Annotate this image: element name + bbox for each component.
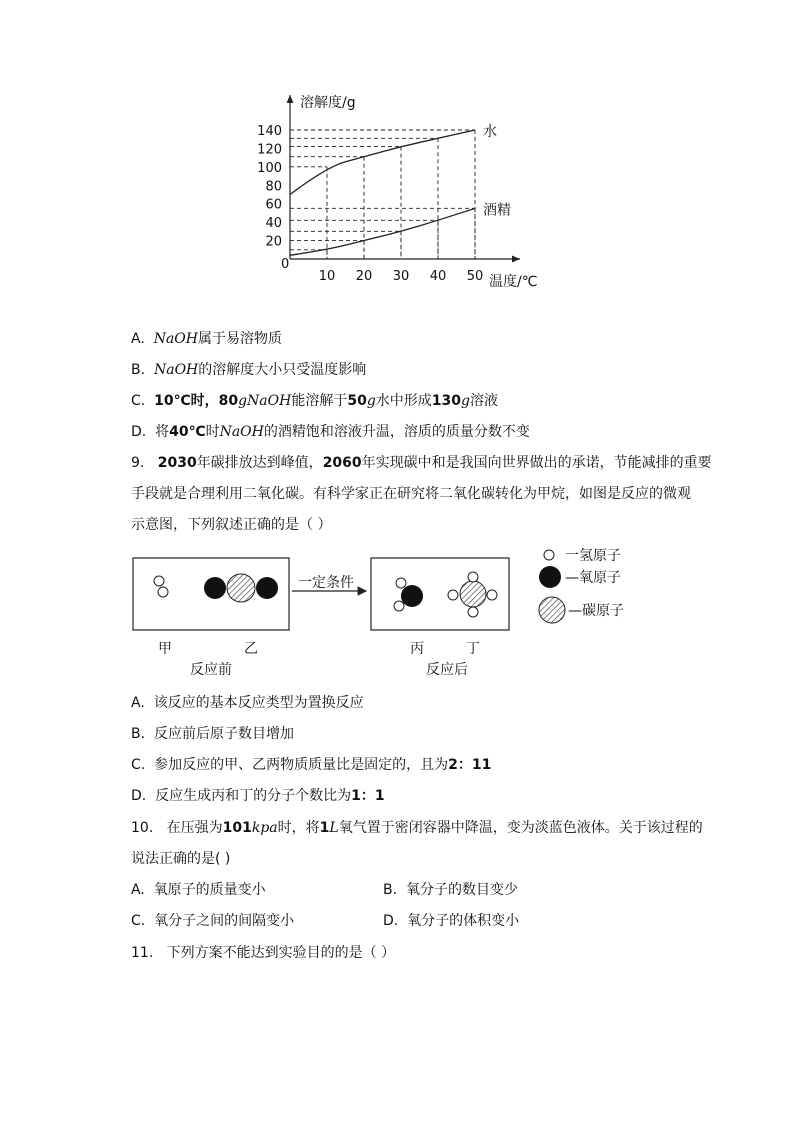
q10-option-d[interactable]: D. 氧分子的体积变小 [383, 913, 520, 929]
q8-option-d[interactable]: D. 将40℃时NaOH的酒精饱和溶液升温，溶质的质量分数不变 [131, 424, 530, 440]
hydrogen-molecule [154, 576, 168, 597]
label-yi: 乙 [244, 641, 258, 657]
label-jia: 甲 [158, 641, 172, 657]
label-bing: 丙 [410, 641, 424, 657]
legend-oxygen: —氧原子 [565, 570, 621, 586]
y-tick-label: 140 [257, 124, 282, 139]
legend-carbon: —碳原子 [568, 603, 624, 619]
x-tick-label: 30 [392, 269, 410, 284]
y-tick-label: 20 [265, 234, 282, 250]
legend-hydrogen: 一氢原子 [565, 548, 621, 564]
water-molecule [394, 578, 423, 611]
q9-option-a[interactable]: A. 该反应的基本反应类型为置换反应 [131, 695, 364, 711]
x-axis-label: 温度/℃ [489, 274, 538, 290]
q9-stem-line2: 手段就是合理利用二氧化碳。有科学家正在研究将二氧化碳转化为甲烷，如图是反应的微观 [131, 486, 691, 502]
q11-stem: 11. 下列方案不能达到实验目的的是（ ） [131, 945, 396, 961]
y-tick-label: 100 [257, 160, 282, 176]
x-tick-label: 10 [318, 269, 336, 284]
series-label: 水 [483, 124, 497, 140]
reaction-diagram [0, 540, 794, 685]
x-tick-label: 40 [429, 269, 447, 284]
q10-option-c[interactable]: C. 氧分子之间的间隔变小 [131, 913, 295, 929]
q10-stem-line2: 说法正确的是( ) [131, 851, 231, 867]
q8-option-c[interactable]: C. 10℃时，80gNaOH能溶解于50g水中形成130g溶液 [131, 393, 498, 409]
co2-molecule [204, 574, 278, 602]
series-line-alcohol [290, 208, 475, 255]
label-ding: 丁 [466, 641, 480, 657]
chart-series [290, 123, 511, 255]
solubility-chart [0, 0, 794, 300]
series-label: 酒精 [483, 202, 511, 219]
q9-stem-line1: 9. 2030年碳排放达到峰值，2060年实现碳中和是我国向世界做出的承诺，节能减排的重要 [131, 455, 712, 471]
y-axis-arrow [287, 95, 294, 103]
q9-option-d[interactable]: D. 反应生成丙和丁的分子个数比为1：1 [131, 788, 385, 804]
q10-option-b[interactable]: B. 氧分子的数目变少 [383, 882, 518, 898]
series-line-water [290, 130, 475, 195]
y-tick-label: 40 [265, 216, 282, 232]
q9-option-c[interactable]: C. 参加反应的甲、乙两物质质量比是固定的，且为2：11 [131, 757, 492, 773]
q9-option-b[interactable]: B. 反应前后原子数目增加 [131, 726, 294, 742]
y-axis-label: 溶解度/g [300, 95, 356, 111]
y-tick-label: 80 [265, 179, 282, 195]
legend [539, 548, 624, 623]
label-before: 反应前 [190, 662, 232, 678]
origin-label: 0 [281, 257, 290, 272]
q10-stem-line1: 10. 在压强为101kpa时，将1L氧气置于密闭容器中降温，变为淡蓝色液体。关于该过程的 [131, 820, 703, 836]
arrow-label: 一定条件 [298, 575, 354, 591]
q9-stem-line3: 示意图，下列叙述正确的是（ ） [131, 517, 332, 533]
q8-option-b[interactable]: B. NaOH的溶解度大小只受温度影响 [131, 362, 367, 378]
methane-molecule [448, 572, 497, 617]
q10-option-a[interactable]: A. 氧原子的质量变小 [131, 882, 266, 898]
y-tick-label: 60 [265, 197, 282, 213]
y-tick-label: 120 [257, 142, 282, 158]
chart-axes [287, 95, 521, 263]
label-after: 反应后 [426, 662, 468, 678]
x-tick-label: 20 [355, 269, 373, 284]
x-axis-arrow [512, 256, 520, 263]
x-tick-label: 50 [466, 269, 484, 284]
q8-option-a[interactable]: A. NaOH属于易溶物质 [131, 331, 282, 347]
chart-gridlines [290, 130, 475, 259]
